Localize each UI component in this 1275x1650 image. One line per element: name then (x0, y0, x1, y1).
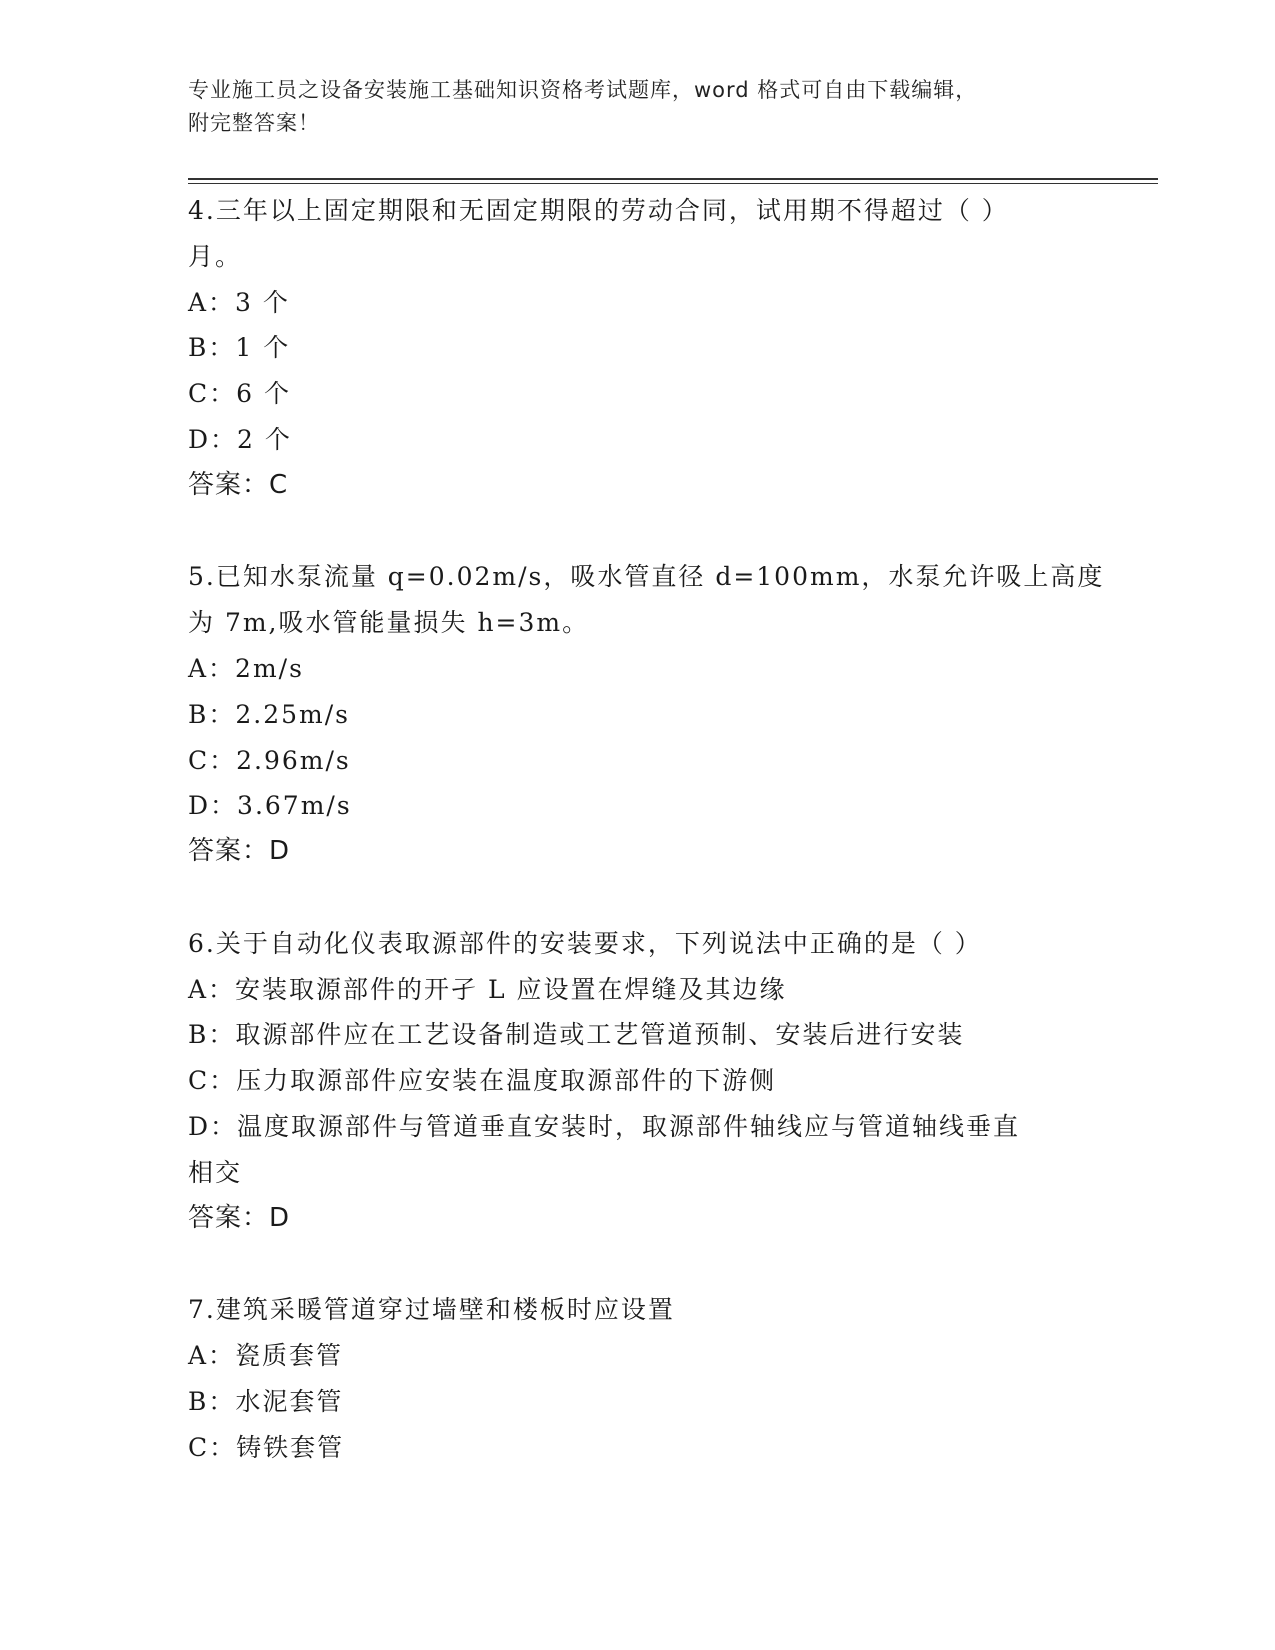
answer-option: B：2.25m/s (188, 699, 350, 729)
correct-answer: 答案：D (188, 1202, 291, 1233)
header-line-2: 附完整答案！ (188, 111, 320, 135)
question-list (188, 188, 1105, 1470)
question-stem: 月。 (188, 241, 243, 271)
document-header (188, 74, 1068, 140)
answer-option: C：铸铁套管 (188, 1432, 345, 1462)
answer-option: D：温度取源部件与管道垂直安装时，取源部件轴线应与管道轴线垂直 (188, 1111, 1021, 1141)
question-stem: 6.关于自动化仪表取源部件的安装要求，下列说法中正确的是（ ） (188, 928, 982, 958)
question-spacer (188, 509, 1088, 555)
answer-option: C：压力取源部件应安装在温度取源部件的下游侧 (188, 1066, 777, 1096)
question-block (188, 1287, 1088, 1470)
question-spacer (188, 1241, 1088, 1287)
header-line-1: 专业施工员之设备安装施工基础知识资格考试题库，word 格式可自由下载编辑， (188, 78, 978, 102)
question-stem: 5.已知水泵流量 q=0.02m/s，吸水管直径 d=100mm，水泵允许吸上高度 (188, 562, 1105, 592)
answer-option: A：安装取源部件的开孑 L 应设置在焊缝及其边缘 (188, 974, 787, 1004)
answer-option-continuation: 相交 (188, 1157, 243, 1187)
answer-option: B：1 个 (188, 333, 291, 363)
question-stem: 为 7m,吸水管能量损失 h=3m。 (188, 608, 590, 638)
answer-option: B：水泥套管 (188, 1386, 344, 1416)
correct-answer: 答案：D (188, 836, 291, 867)
answer-option: A：2m/s (188, 653, 304, 683)
answer-option: D：2 个 (188, 424, 292, 454)
question-stem: 7.建筑采暖管道穿过墙壁和楼板时应设置 (188, 1295, 675, 1325)
header-divider-thin (188, 183, 1158, 184)
correct-answer: 答案：C (188, 469, 289, 500)
question-spacer (188, 875, 1088, 921)
header-divider-thick (188, 178, 1158, 180)
answer-option: B：取源部件应在工艺设备制造或工艺管道预制、安装后进行安装 (188, 1020, 965, 1050)
answer-option: D：3.67m/s (188, 791, 352, 821)
question-stem: 4.三年以上固定期限和无固定期限的劳动合同，试用期不得超过（ ） (188, 196, 1009, 225)
question-block (188, 921, 1088, 1242)
answer-option: A：3 个 (188, 287, 290, 317)
question-block (188, 554, 1105, 875)
answer-option: C：6 个 (188, 379, 291, 409)
answer-option: C：2.96m/s (188, 745, 351, 775)
question-block (188, 188, 1088, 509)
answer-option: A：瓷质套管 (188, 1340, 344, 1370)
